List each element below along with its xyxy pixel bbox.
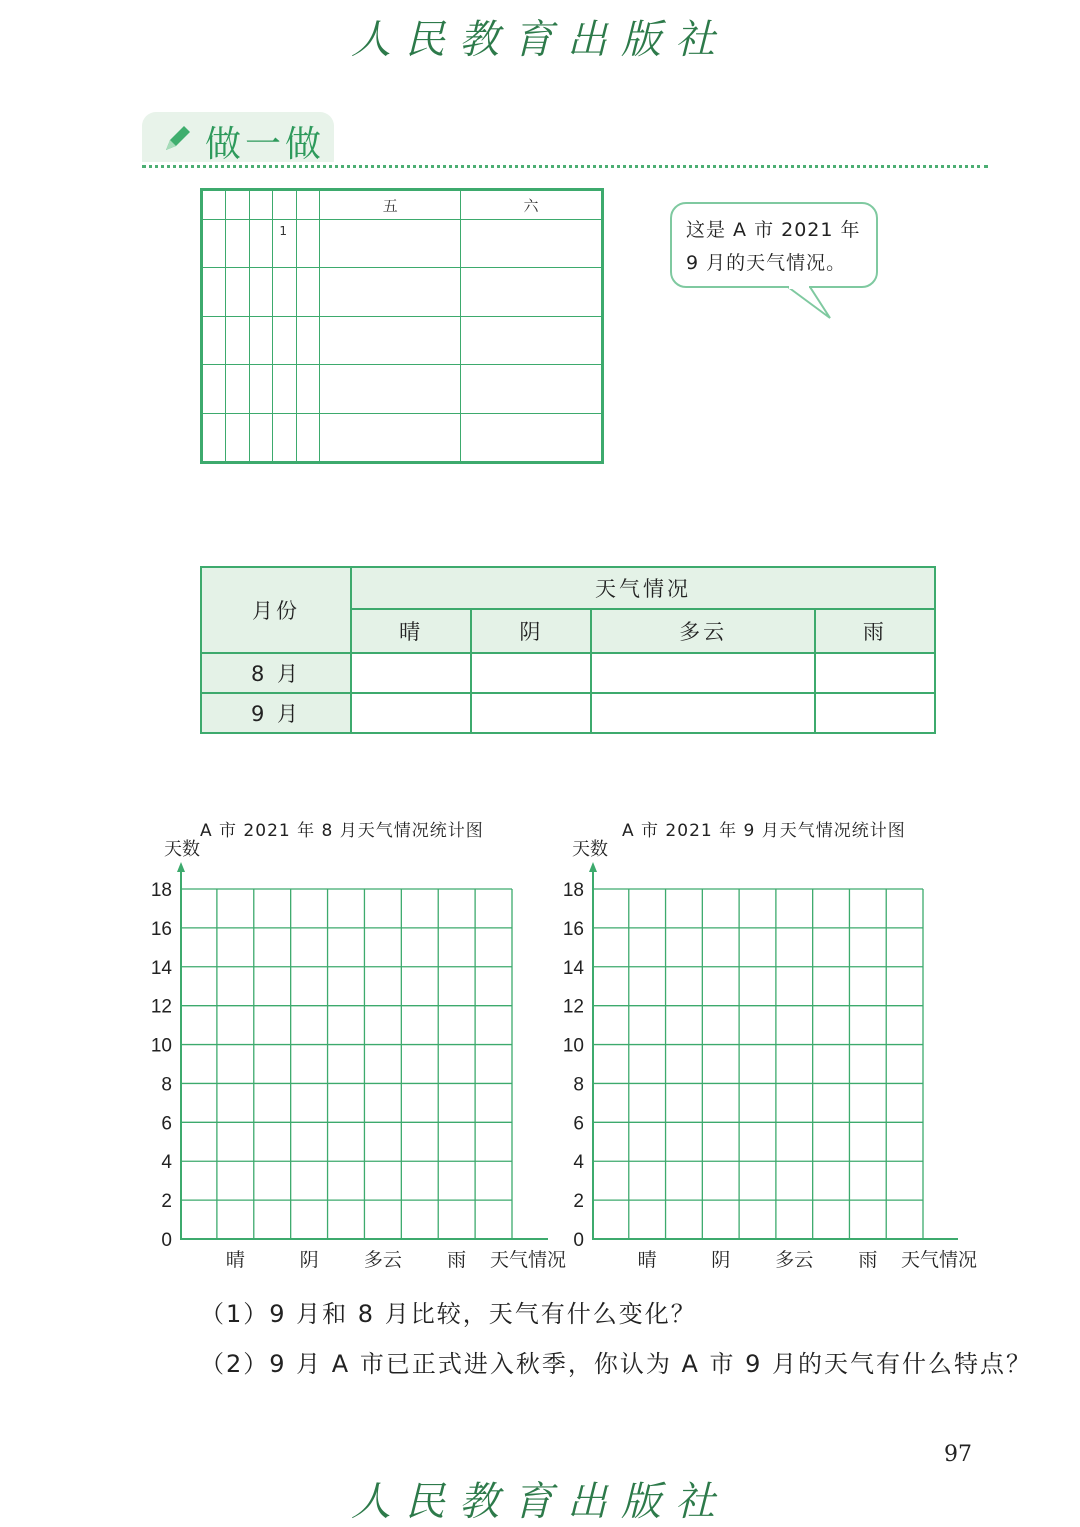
publisher-watermark-bottom: 人民教育出版社	[351, 1479, 729, 1525]
x-tick-label: 阴	[299, 1249, 319, 1271]
y-tick-label: 6	[573, 1113, 584, 1135]
x-tick-label: 多云	[775, 1249, 814, 1271]
y-tick-label: 10	[562, 1035, 584, 1057]
calendar-grid	[200, 188, 604, 464]
y-tick-label: 16	[562, 918, 584, 940]
speech-bubble-line: 这是 A 市 2021 年	[686, 219, 861, 241]
chart-title-august: A 市 2021 年 8 月天气情况统计图	[200, 821, 484, 841]
speech-bubble-line: 9 月的天气情况。	[686, 252, 847, 274]
y-tick-label: 8	[573, 1074, 584, 1096]
calendar-weekday-header: 六	[461, 191, 602, 220]
y-tick-label: 4	[573, 1152, 584, 1174]
x-tick-label: 雨	[447, 1249, 467, 1271]
weather-type-header: 雨	[815, 609, 935, 653]
table-cell[interactable]	[591, 693, 814, 733]
chart-title-september: A 市 2021 年 9 月天气情况统计图	[622, 821, 906, 841]
x-tick-label: 晴	[637, 1249, 657, 1271]
calendar-weekday-header	[226, 191, 249, 220]
bar-chart-august	[151, 839, 566, 1271]
table-cell[interactable]	[471, 653, 591, 693]
x-axis-label: 天气情况	[900, 1249, 978, 1271]
month-header: 月份	[201, 567, 351, 653]
y-axis-arrow	[589, 862, 597, 872]
y-tick-label: 8	[161, 1074, 172, 1096]
weather-type-header: 晴	[351, 609, 471, 653]
section-title: 做一做	[205, 124, 326, 165]
y-tick-label: 6	[161, 1113, 172, 1135]
y-tick-label: 0	[573, 1230, 584, 1251]
y-tick-label: 14	[150, 957, 172, 979]
y-tick-label: 16	[150, 918, 172, 940]
weather-type-header: 阴	[471, 609, 591, 653]
publisher-watermark-top: 人民教育出版社	[351, 17, 729, 63]
weather-type-header: 多云	[591, 609, 814, 653]
weather-header: 天气情况	[351, 567, 935, 609]
calendar-weekday-header: 五	[320, 191, 461, 220]
x-tick-label: 雨	[858, 1249, 878, 1271]
table-cell[interactable]	[471, 693, 591, 733]
weather-stat-table	[200, 566, 936, 734]
calendar-weekday-header	[249, 191, 272, 220]
calendar-day-cell	[273, 220, 296, 268]
section-divider	[142, 165, 988, 168]
y-tick-label: 2	[573, 1191, 584, 1213]
y-tick-label: 12	[562, 996, 584, 1018]
y-tick-label: 18	[562, 880, 584, 901]
x-tick-label: 晴	[225, 1249, 245, 1271]
calendar-weekday-header	[273, 191, 296, 220]
pencil-icon	[160, 122, 194, 156]
y-tick-label: 10	[150, 1035, 172, 1057]
calendar-weekday-header	[203, 191, 226, 220]
x-tick-label: 阴	[711, 1249, 731, 1271]
page-number: 97	[944, 1442, 972, 1467]
question-1: （1）9 月和 8 月比较，天气有什么变化？	[200, 1300, 697, 1328]
y-axis-label: 天数	[164, 839, 200, 860]
bar-chart-grids	[0, 830, 1080, 1280]
x-tick-label: 多云	[363, 1249, 402, 1271]
speech-bubble	[670, 202, 878, 288]
table-cell[interactable]	[815, 693, 935, 733]
y-tick-label: 12	[150, 996, 172, 1018]
table-cell[interactable]	[351, 693, 471, 733]
y-tick-label: 0	[161, 1230, 172, 1251]
y-tick-label: 4	[161, 1152, 172, 1174]
y-axis-arrow	[177, 862, 185, 872]
table-cell[interactable]	[815, 653, 935, 693]
y-tick-label: 2	[161, 1191, 172, 1213]
x-axis-label: 天气情况	[489, 1249, 567, 1271]
table-cell[interactable]	[591, 653, 814, 693]
bar-chart-september	[563, 839, 977, 1271]
y-axis-label: 天数	[572, 839, 608, 860]
calendar-weekday-header	[296, 191, 319, 220]
speech-bubble-tail	[780, 284, 836, 324]
table-cell[interactable]	[351, 653, 471, 693]
month-row-label: 9 月	[201, 693, 351, 733]
y-tick-label: 14	[562, 957, 584, 979]
question-2: （2）9 月 A 市已正式进入秋季，你认为 A 市 9 月的天气有什么特点？	[200, 1350, 1033, 1378]
y-tick-label: 18	[150, 880, 172, 901]
calendar-day-number: 1	[279, 224, 287, 238]
month-row-label: 8 月	[201, 653, 351, 693]
